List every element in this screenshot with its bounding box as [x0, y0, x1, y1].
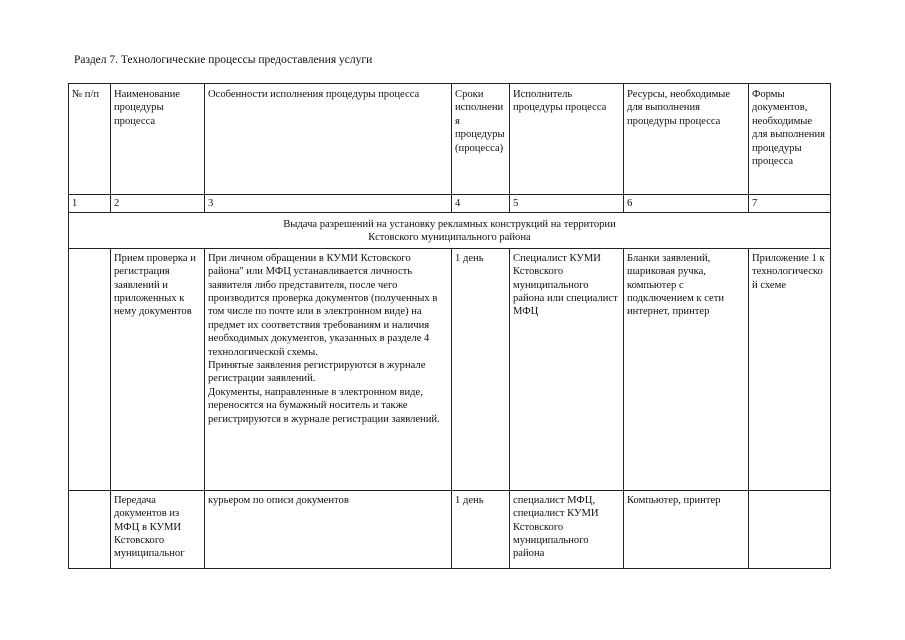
section-heading-line: Кстовского муниципального района — [368, 232, 531, 244]
header-cell-term: Сроки исполнения процедуры (процесса) — [452, 84, 510, 195]
header-cell-number: № п/п — [69, 84, 111, 195]
header-row — [69, 84, 831, 195]
column-number-cell: 5 — [510, 195, 624, 213]
cell-features — [205, 248, 452, 490]
features-paragraph: Принятые заявления регистрируются в журнале регистрации заявлений. — [208, 360, 426, 385]
cell-forms: Приложение 1 к технологической схеме — [749, 248, 831, 490]
cell-procedure-name: Прием проверка и регистрация заявлений и приложенных к нему документов — [111, 248, 205, 490]
cell-procedure-name: Передача документов из МФЦ в КУМИ Кстовского муниципальног — [111, 490, 205, 568]
table-row — [69, 248, 831, 490]
features-paragraph: Документы, направленные в электронном виде, переносятся на бумажный носитель и также регистрируются в журнале регистрации заявлений. — [208, 386, 440, 425]
column-number-cell: 2 — [111, 195, 205, 213]
cell-term: 1 день — [452, 490, 510, 568]
section-row — [69, 213, 831, 249]
cell-resources: Бланки заявлений, шариковая ручка, компьютер с подключением к сети интернет, принтер — [624, 248, 749, 490]
column-number-cell: 1 — [69, 195, 111, 213]
cell-executor: Специалист КУМИ Кстовского муниципального района или специалист МФЦ — [510, 248, 624, 490]
column-number-row — [69, 195, 831, 213]
cell-forms — [749, 490, 831, 568]
cell-executor: специалист МФЦ, специалист КУМИ Кстовского муниципального района — [510, 490, 624, 568]
page-title: Раздел 7. Технологические процессы предоставления услуги — [74, 54, 373, 66]
header-cell-forms: Формы документов, необходимые для выполнения процедуры процесса — [749, 84, 831, 195]
cell-term: 1 день — [452, 248, 510, 490]
section-heading-cell — [69, 213, 831, 249]
cell-resources: Компьютер, принтер — [624, 490, 749, 568]
cell-features — [205, 490, 452, 568]
header-cell-resources: Ресурсы, необходимые для выполнения процедуры процесса — [624, 84, 749, 195]
table-row — [69, 490, 831, 568]
column-number-cell: 7 — [749, 195, 831, 213]
process-table — [68, 83, 831, 569]
column-number-cell: 3 — [205, 195, 452, 213]
features-paragraph: курьером по описи документов — [208, 494, 349, 506]
cell-number — [69, 248, 111, 490]
header-cell-features: Особенности исполнения процедуры процесса — [205, 84, 452, 195]
features-paragraph: При личном обращении в КУМИ Кстовского района" или МФЦ устанавливается личность заявителя либо представителя, после чего производится проверка документов (полученных в том числе по почте или в электронном виде) на предмет их соответствия требованиям и наличия необходимых документов, указанных в разделе 4 технологической схемы. — [208, 252, 438, 358]
section-heading-line: Выдача разрешений на установку рекламных конструкций на территории — [283, 219, 616, 230]
column-number-cell: 6 — [624, 195, 749, 213]
column-number-cell: 4 — [452, 195, 510, 213]
header-cell-procedure-name: Наименование процедуры процесса — [111, 84, 205, 195]
cell-number — [69, 490, 111, 568]
header-cell-executor: Исполнитель процедуры процесса — [510, 84, 624, 195]
